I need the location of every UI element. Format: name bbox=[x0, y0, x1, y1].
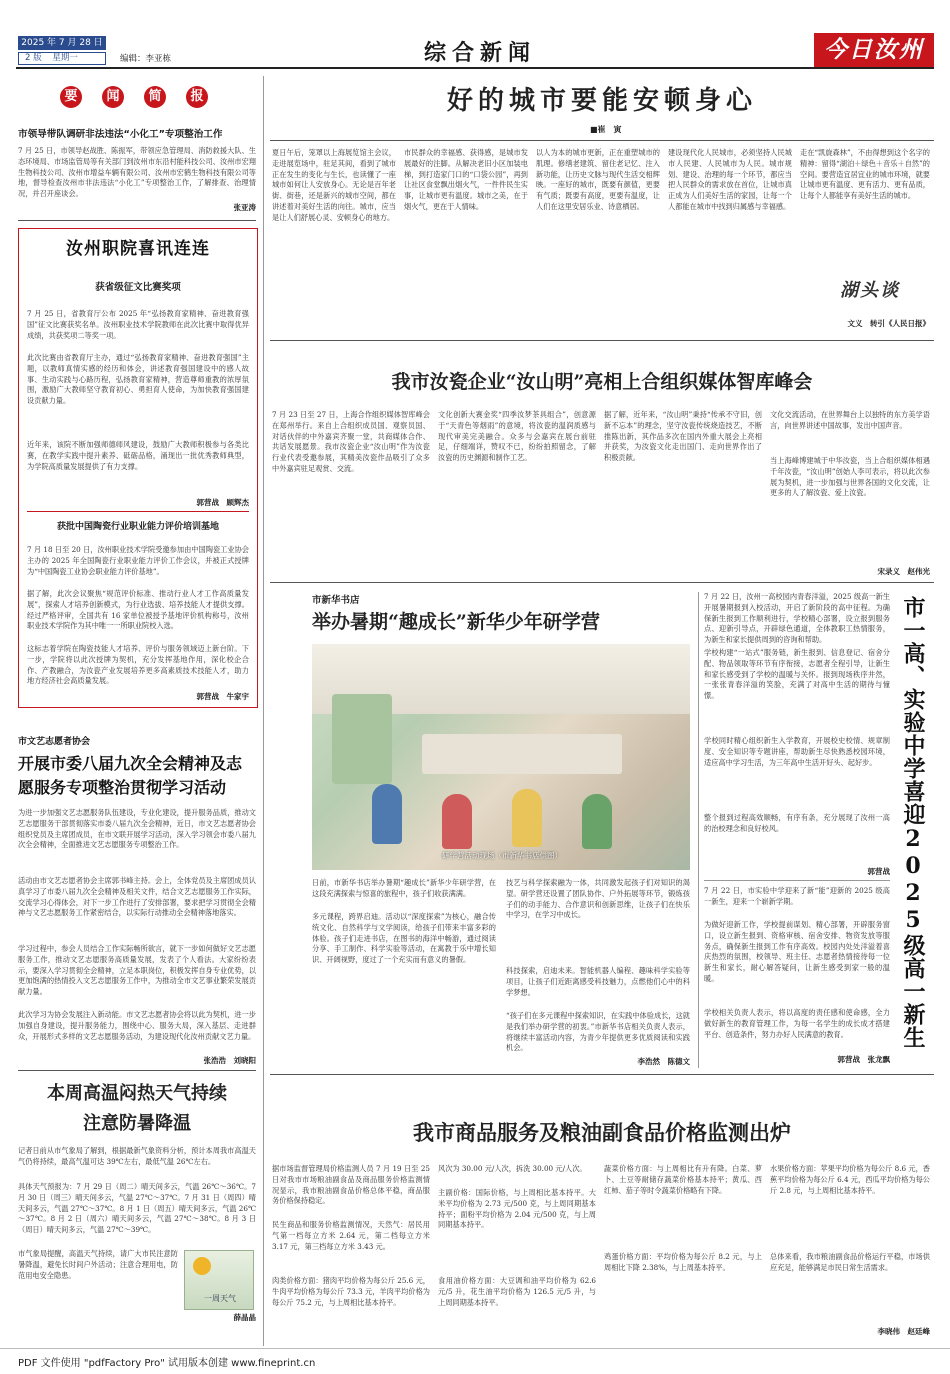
editorial-col1: 夏日午后，笼罩以上海展览馆主会议，走进展览场中，驻足其间，看到了城市正在发生的变化与生长，也读懂了一座城市如何让人安放身心。无论是百年老街、街巷，还是新兴的城市空间，都在讲述着对美好生活的向往。城市，应当是让人们舒展心灵、安顿身心的地方。 bbox=[272, 148, 396, 222]
xinhua-title: 举办暑期“趣成长”新华少年研学营 bbox=[312, 611, 600, 633]
zhiyuan-sub1: 获省级征文比赛奖项 bbox=[95, 282, 181, 293]
heat-title-line2: 注意防暑降温 bbox=[83, 1113, 191, 1134]
heat-body2: 具体天气预报为：7 月 29 日（周二）晴天间多云，气温 26℃～36℃。7 月 30 日（周三）晴天间多云，气温 27℃～37℃。7 月 31 日（周四）晴天间多云，气温 27℃～37℃。8 月 1 日（周五）晴天间多云，气温 26℃～37℃。8 月 2 日（周六）晴天间多云，气温 27℃～38℃。8 月 3 日（周日）晴天间多云，气温 27℃～39℃。 bbox=[18, 1182, 256, 1235]
heat-author: 薛晶晶 bbox=[233, 1313, 256, 1322]
editorial-title: 好的城市要能安顿身心 bbox=[446, 86, 757, 116]
brief-char-3: 简 bbox=[144, 86, 166, 108]
volunteer-author: 张浩浩 刘晓阳 bbox=[203, 1056, 256, 1065]
volunteer-kicker: 市文艺志愿者协会 bbox=[18, 737, 91, 747]
price-col4a: 水果价格方面：苹果平均价格为每公斤 8.6 元，香蕉平均价格为每公斤 6.4 元，西瓜平均价格为每公斤 2.8 元，与上周相比基本持平。 bbox=[770, 1164, 930, 1195]
price-col1c: 肉类价格方面：猪肉平均价格为每公斤 25.6 元，牛肉平均价格为每公斤 73.3 元，羊肉平均价格为每公斤 75.2 元，与上周相比基本持平。 bbox=[272, 1276, 430, 1307]
section-title: 综合新闻 bbox=[424, 41, 537, 66]
price-col1a: 据市场监督管理局价格监测人员 7 月 19 日至 25 日对我市市场粮油副食品及商品服务价格监测情况显示，我市粮油副食品价格总体平稳，商品服务价格保持稳定。 bbox=[272, 1164, 430, 1206]
xinhua-author: 李浩然 陈德文 bbox=[637, 1057, 690, 1066]
weather-illustration bbox=[184, 1250, 254, 1310]
brief-body: 7 月 25 日，市领导赵战胜、陈振军，带领应急管理局、消防救援大队、生态环境局、市场监管局等有关部门到汝州市东沿村能科技公司、汝州市宏翔生物科技公司、汝州市增益车辆有限公司、汝州市宏鹤生物科技有限公司等地，督导检查汝州市非法违法“小化工”专项整治工作，了解排查、治理情况，并召开座谈会。 bbox=[18, 146, 256, 199]
xinhua-col1a: 日前，市新华书店举办暑期“趣成长”新华少年研学营，在这段充满探索与惊喜的旅程中，孩子们收获满满。 bbox=[312, 878, 496, 898]
xinhua-kicker: 市新华书店 bbox=[312, 595, 360, 606]
sun-icon bbox=[193, 1257, 211, 1275]
yizhong-col1d: 整个报到过程高效顺畅，有序有条，充分展现了汝州一高的治校理念和良好校风。 bbox=[704, 813, 890, 833]
ruci-title: 我市汝瓷企业“汝山明”亮相上合组织媒体智库峰会 bbox=[391, 371, 813, 393]
editorial-col4: 建设现代化人民城市，必须坚持人民城市人民建、人民城市为人民。城市规划、建设、治理的每一个环节，都应当把人民群众的需求放在首位，让城市真正成为人们美好生活的家园，让每一个人都能在城市中找到归属感与幸福感。 bbox=[668, 148, 792, 211]
volunteer-body1: 为进一步加强文艺志愿服务队伍建设，专业化建设，提升服务品质，推动文艺志愿服务干部贯彻落实市委八届九次全会精神，近日，市文艺志愿者协会组织党员及主席团成员，在市文联开展学习活动，深入学习领会市委八届九次全会精神，全面推进文艺志愿服务专项整治工作。 bbox=[18, 808, 256, 850]
heat-body3: 市气象局提醒，高温天气持续，请广大市民注意防暑降温，避免长时间户外活动；注意合理用电，防范用电安全隐患。 bbox=[18, 1249, 178, 1280]
price-col2c: 食用油价格方面：大豆调和油平均价格为 62.6 元/5 升，花生油平均价格为 126.5 元/5 升，与上周同期基本持平。 bbox=[438, 1276, 596, 1307]
xinhua-photo bbox=[312, 644, 690, 870]
yizhong-col2b: 为做好迎新工作，学校提前谋划、精心部署，开辟服务窗口，设立新生报到、资格审核、宿舍安排、物资发放等服务点，确保新生报到工作有序高效。校园内处处洋溢着喜庆热烈的氛围，校领导、班主任、志愿者热情接待每一位新生和家长，耐心解答疑问，让新生感受到家一般的温暖。 bbox=[704, 920, 890, 983]
issue-date: 2025 年 7 月 28 日 bbox=[21, 38, 103, 48]
brief-char-2: 闻 bbox=[102, 86, 124, 108]
price-col2b: 主副价格：国际价格，与上周相比基本持平。大米平均价格为 2.73 元/500 克，与上周同期基本持平；面粉平均价格为 2.04 元/500 克，与上周同期基本持平。 bbox=[438, 1188, 596, 1230]
brief-char-4: 报 bbox=[186, 86, 208, 108]
zhiyuan-body1b: 此次比赛由省教育厅主办，通过“弘扬教育家精神、奋进教育强国”主题，以教师真情实感的经历和体会，讲述教育强国建设中的感人故事、生动实践与心路历程，弘扬教育家精神，营造尊师重教的浓厚氛围，激励广大教师坚守教育初心、勇担育人使命，为加快教育强国建设贡献力量。 bbox=[27, 353, 249, 406]
brief-headline: 市领导带队调研非法违法“小化工”专项整治工作 bbox=[18, 129, 223, 140]
price-col4b: 总体来看，我市粮油副食品价格运行平稳，市场供应充足，能够满足市民日常生活需求。 bbox=[770, 1252, 930, 1272]
editorial-col3: 以人为本的城市更新，正在重塑城市的肌理。修缮老建筑、留住老记忆、注入新功能，让历史文脉与现代生活交相辉映。一座好的城市，既要有颜值，更要有气质；既要有高度，更要有温度，让人们在这里安居乐业、诗意栖居。 bbox=[536, 148, 660, 211]
ruci-col3: 据了解，近年来，“汝山明”秉持“传承不守旧，创新不忘本”的理念，坚守汝瓷传统烧造技艺，不断推陈出新，其作品多次在国内外重大展会上亮相并获奖，为汝瓷文化走出国门、走向世界作出了积极贡献。 bbox=[604, 410, 762, 463]
volunteer-body4: 此次学习为协会发展注入新动能。市文艺志愿者协会将以此为契机，进一步加强自身建设，提升服务能力，围绕中心、服务大局，深入基层、走进群众，开展形式多样的文艺志愿服务活动，为建设现代化汝州贡献文艺力量。 bbox=[18, 1010, 256, 1041]
editorial-stamp: 湖头谈 bbox=[840, 280, 900, 301]
zhiyuan-author1: 郭营战 顾辉杰 bbox=[196, 498, 249, 507]
ruci-col2: 文化创新大赛金奖“四季汝梦茶具组合”，创意源于“天青色等烟雨”的意境，将汝瓷的温润质感与现代审美完美融合。众多与会嘉宾在展台前驻足，仔细端详，赞叹不已，纷纷拍照留念，了解汝瓷的历史渊源和制作工艺。 bbox=[438, 410, 596, 463]
zhiyuan-box bbox=[18, 228, 258, 708]
briefs-label bbox=[60, 86, 220, 110]
editorial-byline: ■崔 寅 bbox=[590, 125, 622, 134]
zhiyuan-body2c: 这标志着学院在陶瓷技能人才培养、评价与服务领域迈上新台阶。下一步，学院将以此次授牌为契机，充分发挥基地作用，深化校企合作、产教融合，为汝瓷产业发展培养更多高素质技术技能人才，助力地方经济社会高质量发展。 bbox=[27, 644, 249, 686]
brief-char-1: 要 bbox=[60, 86, 82, 108]
price-col2a: 风次为 30.00 元/人次，拆洗 30.00 元/人次。 bbox=[438, 1164, 587, 1173]
ruci-author: 宋录义 赵伟光 bbox=[877, 567, 930, 576]
xinhua-col1b: 多元课程，跨界启迪。活动以“深度探索”为核心，融合传统文化、自然科学与文学阅读，给孩子们带来丰富多彩的体验。孩子们走进书店，在图书的海洋中畅游，通过阅读分享、手工制作、科学实验等活动，在寓教于乐中增长知识、开阔视野，度过了一个充实而有意义的暑假。 bbox=[312, 912, 496, 965]
ruci-col4b: 当上海峰博建城于中华汝瓷，当上合组织媒体相遇千年汝瓷，“汝山明”创始人李可表示，将以此次参展为契机，进一步加强与世界各国的文化交流，让更多的人了解汝瓷、爱上汝瓷。 bbox=[770, 456, 930, 498]
heat-title-line1: 本周高温闷热天气持续 bbox=[47, 1083, 227, 1104]
yizhong-col2c: 学校相关负责人表示，将以高度的责任感和使命感，全力做好新生的教育管理工作，为每一名学生的成长成才搭建平台、创造条件，努力办好人民满意的教育。 bbox=[704, 1008, 890, 1039]
volunteer-body3: 学习过程中，参会人员结合工作实际畅所欲言，就下一步如何做好文艺志愿服务工作，推动文艺志愿服务高质量发展，发表了个人看法。大家纷纷表示，要深入学习贯彻全会精神，立足本职岗位，积极发挥自身专业优势，以更加饱满的热情投入文艺志愿服务工作中，为推动全市文艺事业繁荣发展贡献力量。 bbox=[18, 944, 256, 997]
yizhong-col1c: 学校同时精心组织新生入学教育，开展校史校情、规章制度、安全知识等专题讲座，帮助新生尽快熟悉校园环境，适应高中学习生活，为三年高中生活开好头、起好步。 bbox=[704, 736, 890, 767]
yizhong-col1a: 7 月 22 日，汝州一高校园内青春洋溢，2025 级高一新生开展暑期报到入校活动，开启了新阶段的高中征程。为确保新生报到工作顺利进行，学校精心部署，设立报到服务点、迎新引导点，开辟绿色通道，全体教职工热情服务，为新生和家长提供周到的咨询和帮助。 bbox=[704, 592, 890, 645]
zhiyuan-body1c: 近年来，该院不断加强师德师风建设，鼓励广大教师积极参与各类比赛，在教学实践中提升素养、砥砺品格，涌现出一批优秀教师典型，为学院高质量发展提供了有力支撑。 bbox=[27, 440, 249, 471]
xinhua-col2b: 科技探索，启迪未来。智能机器人编程、趣味科学实验等项目，让孩子们近距离感受科技魅力，点燃他们心中的科学梦想。 bbox=[506, 966, 690, 997]
price-col3b: 鸡蛋价格方面：平均价格为每公斤 8.2 元，与上周相比下降 2.38%，与上周基本持平。 bbox=[604, 1252, 762, 1272]
page-number: 2 版 星期一 bbox=[18, 52, 106, 65]
zhiyuan-banner: 汝州职院喜讯连连 bbox=[66, 239, 210, 259]
price-title: 我市商品服务及粮油副食品价格监测出炉 bbox=[413, 1120, 791, 1145]
date-box bbox=[18, 36, 106, 50]
yizhong-author2: 郭营战 张龙飘 bbox=[837, 1055, 890, 1064]
xinhua-col2a: 技艺与科学探索融为一体，共同激发起孩子们对知识的渴望。研学营还设置了团队协作、户外拓展等环节，锻炼孩子们的动手能力、合作意识和创新思维，让孩子们在快乐中学习，在学习中成长。 bbox=[506, 878, 690, 920]
yizhong-col1b: 学校构建“一站式”服务链，新生报到、信息登记、宿舍分配、物品领取等环节有序衔接，志愿者全程引导，让新生和家长感受到了学校的温暖与关怀。报到现场秩序井然，一张张青春洋溢的笑脸，充满了对高中生活的期待与憧憬。 bbox=[704, 648, 890, 701]
zhiyuan-body2a: 7 月 18 日至 20 日，汝州职业技术学院受邀参加由中国陶瓷工业协会主办的 2025 年全国陶瓷行业职业能力评价工作会议，并被正式授牌为“中国陶瓷工业协会职业能力评价基地”。 bbox=[27, 545, 249, 576]
zhiyuan-body2b: 据了解，此次会议聚焦“规范评价标准、推动行业人才工作高质量发展”，探索人才培养创新模式，为行业选拔、培养技能人才提供支撑。经过严格评审，全国共有 16 家单位被授予基地评价机构称号，汝州职业技术学院作为其中唯一一所职业院校入选。 bbox=[27, 589, 249, 631]
yizhong-col2a: 7 月 22 日，市实验中学迎来了新“能”迎新的 2025 级高一新生，迎来一个崭新学期。 bbox=[704, 886, 890, 906]
ruci-col4: 文化交流活动，在世界舞台上以独特的东方美学语言，向世界讲述中国故事，发出中国声音。 bbox=[770, 410, 930, 430]
editorial-col2: 市民群众的幸福感、获得感，是城市发展最好的注脚。从解决老旧小区加装电梯，到打造家门口的“口袋公园”，再到让社区食堂飘出烟火气，一件件民生实事，让城市更有温度。城市之美，在于烟火气，更在于人情味。 bbox=[404, 148, 528, 211]
price-col3a: 蔬菜价格方面：与上周相比有升有降。白菜、萝卜、土豆等耐储存蔬菜价格基本持平；黄瓜、西红柿、茄子等时令蔬菜价格略有下降。 bbox=[604, 1164, 762, 1195]
volunteer-title: 开展市委八届九次全会精神及志愿服务专项整治贯彻学习活动 bbox=[18, 754, 243, 797]
ruci-col1: 7 月 23 日至 27 日，上海合作组织媒体智库峰会在郑州举行。来自上合组织成员国、观察员国、对话伙伴的中外嘉宾齐聚一堂，共商媒体合作、共话发展愿景。我市汝瓷企业“汝山明”作为汝瓷行业代表受邀参展，其精美汝瓷作品吸引了众多中外嘉宾驻足观赏、交流。 bbox=[272, 410, 430, 473]
volunteer-body2: 活动由市文艺志愿者协会主席郭书峰主持。会上，全体党员及主席团成员认真学习了市委八届九次全会精神及相关文件，结合文艺志愿服务工作实际，交流学习心得体会，对下一步工作进行了安排部署，要求把学习贯彻全会精神与文艺志愿服务工作紧密结合，以实际行动推动全会精神落地落实。 bbox=[18, 876, 256, 918]
weather-stamp: 一周天气 bbox=[204, 1294, 236, 1303]
price-author: 李晓伟 赵廷峰 bbox=[877, 1327, 930, 1336]
header bbox=[16, 8, 934, 66]
zhiyuan-body1a: 7 月 25 日，省教育厅公布 2025 年“弘扬教育家精神、奋进教育强国”征文比赛获奖名单。汝州职业技术学院教师在此次比赛中取得优异成绩，共获奖项二等奖一项。 bbox=[27, 309, 249, 340]
zhiyuan-sub2: 获批中国陶瓷行业职业能力评价培训基地 bbox=[56, 522, 219, 532]
price-col1b: 民生商品和服务价格监测情况，天然气：居民用气第一档每立方米 2.64 元，第二档每立方米 3.17 元，第三档每立方米 3.43 元。 bbox=[272, 1220, 430, 1251]
pdf-footer: PDF 文件使用 "pdfFactory Pro" 试用版本创建 www.fineprint.cn bbox=[18, 1358, 316, 1369]
editor-name: 编辑：李亚栋 bbox=[120, 54, 172, 64]
newspaper-logo: 今日汝州 bbox=[814, 33, 934, 67]
zhiyuan-author2: 郭营战 牛家宇 bbox=[196, 692, 249, 701]
editorial-col5: 走在“凯旋森林”，不由得想到这个名字的精神：留得“湖泊＋绿色＋音乐＋自然”的空间。要营造宜居宜业的城市环境，就要让城市更有温度、更有活力、更有品质，让每个人都能享有美好生活的城市。 bbox=[800, 148, 930, 201]
yizhong-author1: 郭营战 bbox=[867, 867, 890, 876]
editorial-author: 文义 转引《人民日报》 bbox=[847, 319, 930, 328]
yizhong-vertical-title: 市一高、实验中学喜迎2025级高一新生 bbox=[900, 596, 926, 1049]
brief-author: 张亚涛 bbox=[233, 203, 256, 212]
heat-body1: 记者日前从市气象局了解到，根据最新气象资料分析，预计本周我市高温天气仍将持续，最高气温可达 39℃左右，最低气温 26℃左右。 bbox=[18, 1146, 256, 1166]
xinhua-col2c: “孩子们在多元课程中探索知识，在实践中体验成长，这就是我们举办研学营的初衷。”市新华书店相关负责人表示，将继续丰富活动内容，为青少年提供更多优质阅读和实践机会。 bbox=[506, 1011, 690, 1053]
photo-caption: 研学营活动现场（市新华书店供图） bbox=[442, 851, 562, 860]
